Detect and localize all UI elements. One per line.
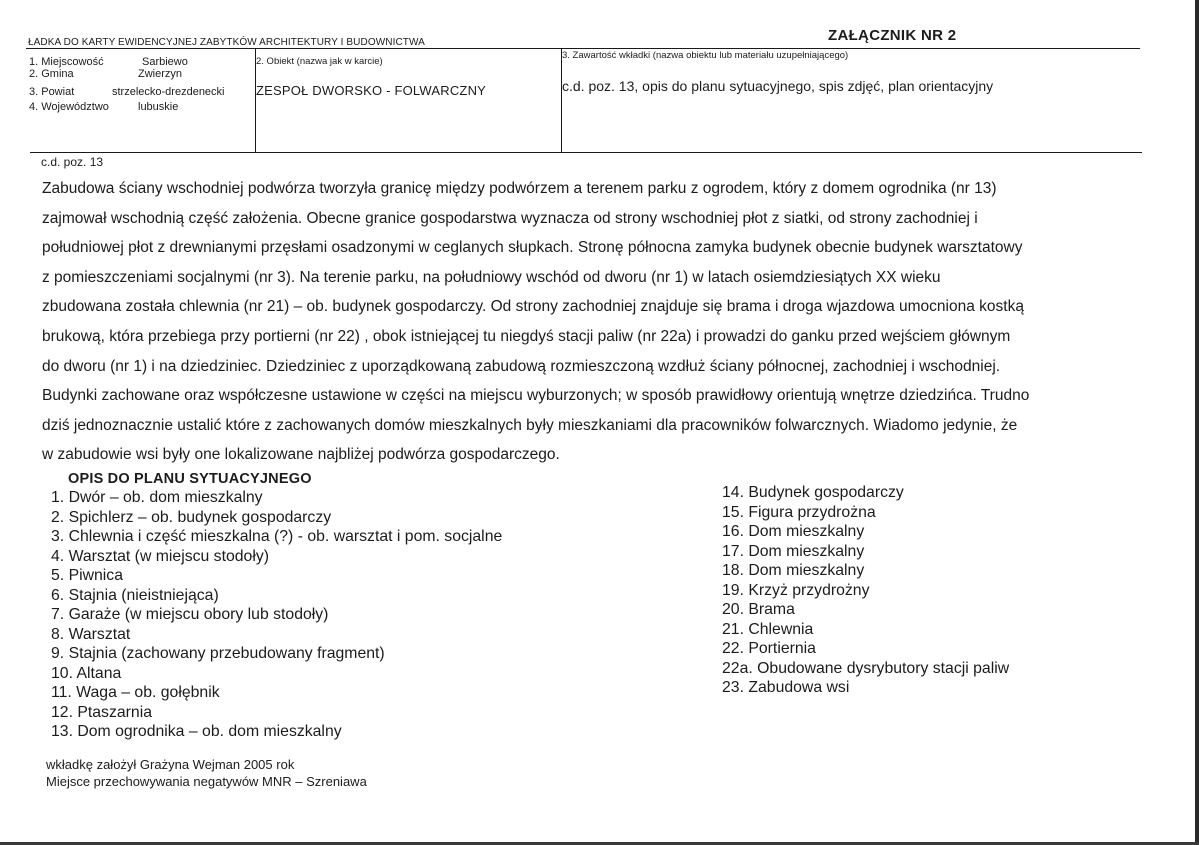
location-label-1: 1. Miejscowość	[29, 56, 104, 68]
location-label-3: 3. Powiat	[29, 86, 75, 98]
list-item: 6. Stajnia (nieistniejąca)	[51, 586, 219, 604]
location-value-1: Sarbiewo	[142, 56, 188, 68]
list-item: 19. Krzyż przydrożny	[722, 581, 870, 599]
list-item: 15. Figura przydrożna	[722, 503, 876, 521]
form-header-title: ŁADKA DO KARTY EWIDENCYJNEJ ZABYTKÓW ARCHITEKTURY I BUDOWNICTWA	[28, 37, 425, 48]
paragraph-line: południowej płot z drewnianymi przęsłami osadzonymi w ceglanych słupkach. Stronę północna zamyka budynek obecnie budynek warsztatowy	[42, 239, 1023, 257]
paragraph-line: do dworu (nr 1) i na dziedziniec. Dziedziniec z uporządkowaną zabudową rozmieszczoną wzdłuż ściany północnej, zachodniej i wschodniej.	[42, 357, 1001, 375]
list-item: 11. Waga – ob. gołębnik	[51, 684, 220, 701]
paragraph-line: dziś jednoznacznie ustalić które z zachowanych domów mieszkalnych były mieszkaniami dla pracowników folwarcznych. Wiadomo jedynie, że	[42, 416, 1018, 434]
list-item: 16. Dom mieszkalny	[722, 523, 865, 540]
contents-value: c.d. poz. 13, opis do planu sytuacyjnego, spis zdjęć, plan orientacyjny	[562, 78, 994, 94]
object-name: ZESPOŁ DWORSKO - FOLWARCZNY	[256, 83, 487, 98]
legend-list-left	[51, 488, 502, 742]
table-bottom-border	[30, 152, 1142, 153]
paragraph-line: z pomieszczeniami socjalnymi (nr 3). Na terenie parku, na południowy wschód od dworu (nr 1) w latach osiemdziesiątych XX wieku	[42, 268, 941, 286]
table-top-border	[26, 48, 1140, 49]
list-item: 17. Dom mieszkalny	[722, 542, 865, 560]
description-paragraph	[42, 174, 1129, 470]
list-item: 4. Warsztat (w miejscu stodoły)	[51, 547, 269, 565]
list-item: 12. Ptaszarnia	[51, 703, 152, 721]
list-item: 7. Garaże (w miejscu obory lub stodoły)	[51, 606, 329, 623]
list-item: 18. Dom mieszkalny	[722, 562, 865, 579]
author-note: wkładkę założył Grażyna Wejman 2005 rok	[46, 757, 295, 772]
location-value-3: strzelecko-drezdenecki	[112, 86, 225, 98]
negatives-storage-note: Miejsce przechowywania negatywów MNR – Szreniawa	[46, 774, 367, 789]
location-value-2: Zwierzyn	[138, 68, 183, 80]
paragraph-line: zajmował wschodnią część założenia. Obecne granice gospodarstwa wyznacza od strony wschodniej płot z siatki, od strony zachodniej i	[42, 209, 978, 227]
paragraph-line: zbudowana została chlewnia (nr 21) – ob. budynek gospodarczy. Od strony zachodniej znajduje się brama i droga wjazdowa umocniona kostką	[42, 298, 1024, 316]
list-item: 22. Portiernia	[722, 640, 816, 657]
annex-number: ZAŁĄCZNIK NR 2	[828, 27, 957, 44]
list-item: 13. Dom ogrodnika – ob. dom mieszkalny	[51, 723, 342, 740]
paragraph-line: w zabudowie wsi były one lokalizowane najbliżej podwórza gospodarczego.	[42, 446, 560, 464]
location-label-2: 2. Gmina	[29, 68, 74, 80]
list-item: 21. Chlewnia	[722, 620, 814, 638]
paragraph-line: Zabudowa ściany wschodniej podwórza tworzyła granicę między podwórzem a terenem parku z ogrodem, który z domem ogrodnika (nr 13)	[42, 180, 997, 197]
column-divider-2	[561, 49, 562, 153]
list-item: 20. Brama	[722, 601, 795, 618]
contents-label: 3. Zawartość wkładki (nazwa obiektu lub materiału uzupełniającego)	[562, 50, 849, 61]
list-item: 14. Budynek gospodarczy	[722, 484, 904, 501]
opis-title: OPIS DO PLANU SYTUACYJNEGO	[68, 471, 312, 487]
list-item: 23. Zabudowa wsi	[722, 679, 850, 696]
location-value-4: lubuskie	[138, 101, 179, 113]
paragraph-line: Budynki zachowane oraz współczesne ustawione w części na miejscu wyburzonych; w sposób prawidłowy orientują wnętrze dziedzińca. Trudno	[42, 387, 1030, 405]
list-item: 1. Dwór – ob. dom mieszkalny	[51, 489, 263, 506]
list-item: 10. Altana	[51, 664, 122, 682]
scan-edge-right	[1195, 0, 1199, 845]
list-item: 3. Chlewnia i część mieszkalna (?) - ob. warsztat i pom. socjalne	[51, 528, 503, 545]
list-item: 22a. Obudowane dysrybutory stacji paliw	[722, 659, 1010, 677]
location-label-4: 4. Województwo	[29, 101, 109, 113]
legend-list-right	[722, 483, 1009, 698]
paragraph-line: brukową, która przebiega przy portierni (nr 22) , obok istniejącej tu niegdyś stacji paliw (nr 22a) i prowadzi do ganku przed wejściem głównym	[42, 327, 1011, 345]
list-item: 8. Warsztat	[51, 625, 131, 643]
list-item: 5. Piwnica	[51, 567, 123, 584]
continuation-label: c.d. poz. 13	[41, 155, 104, 169]
object-label: 2. Obiekt (nazwa jak w karcie)	[256, 56, 383, 67]
list-item: 9. Stajnia (zachowany przebudowany fragment)	[51, 645, 385, 662]
list-item: 2. Spichlerz – ob. budynek gospodarczy	[51, 508, 332, 526]
